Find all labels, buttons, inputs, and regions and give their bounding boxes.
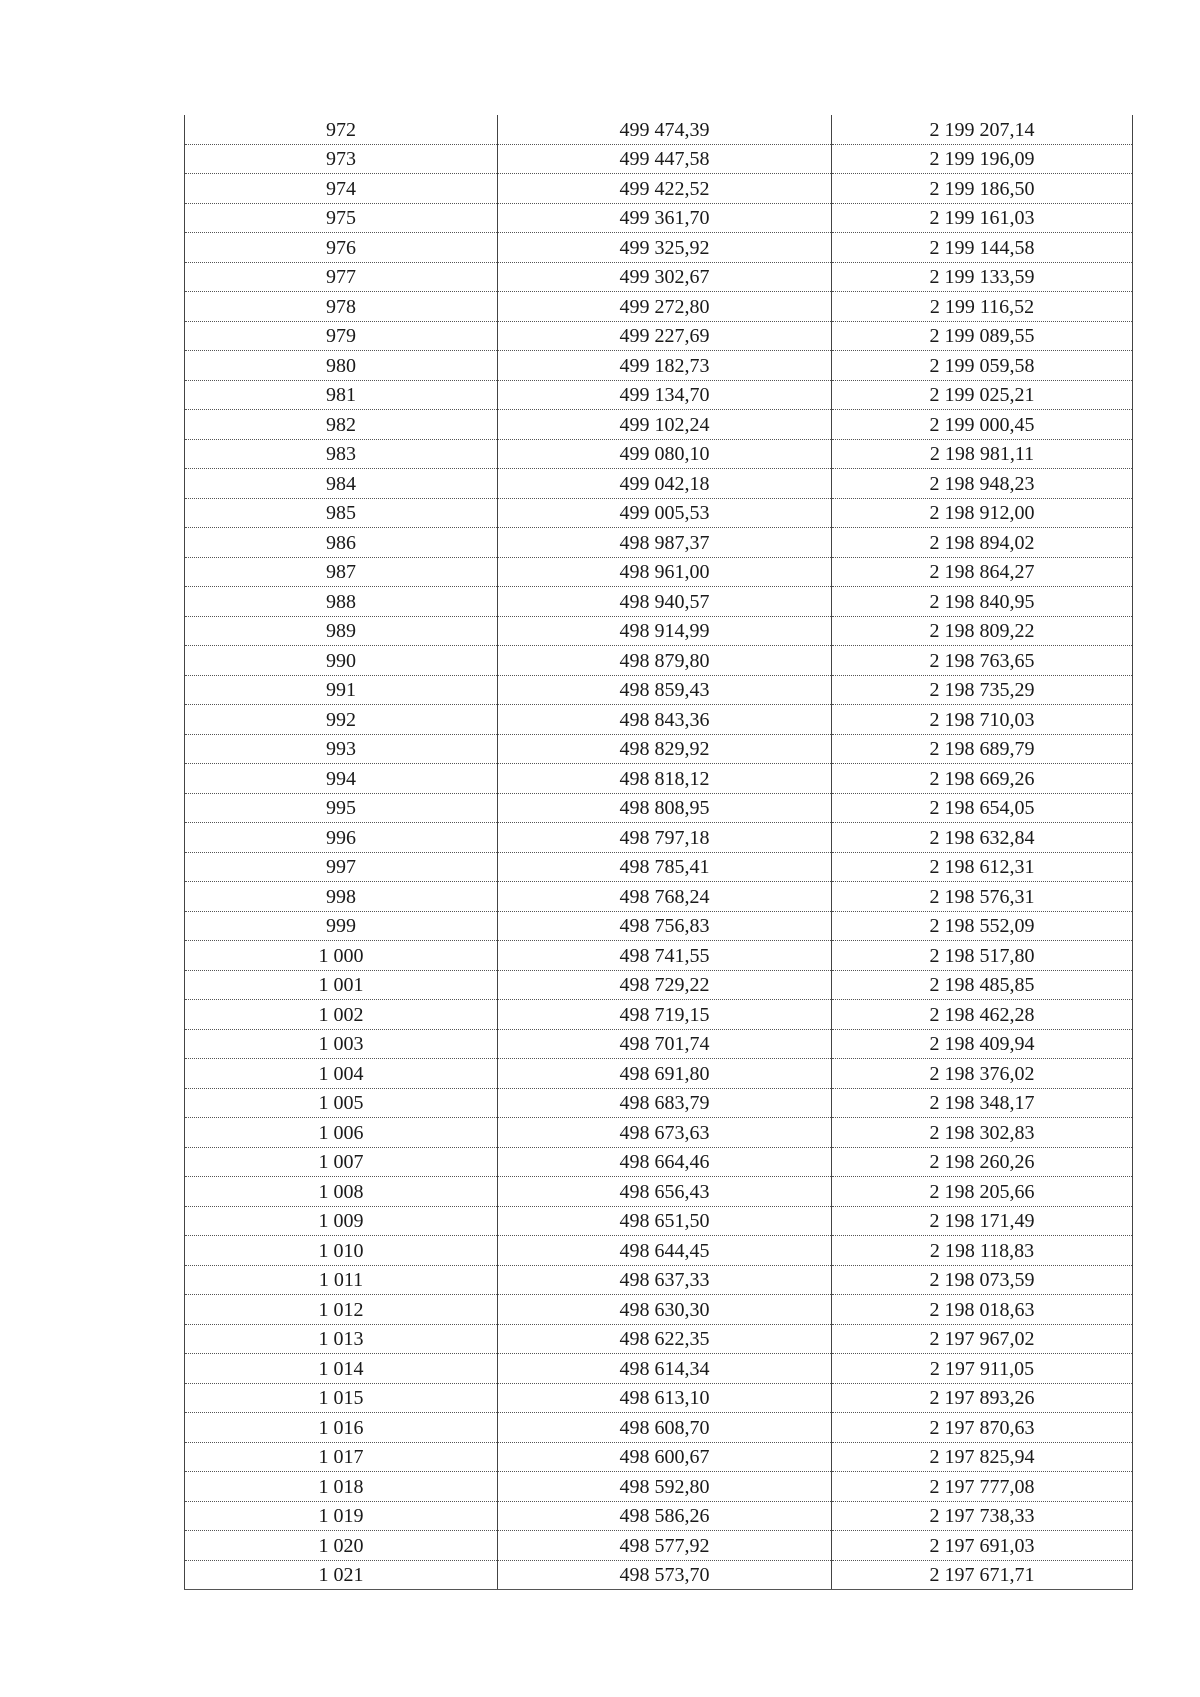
point-number-cell: 996 xyxy=(185,823,498,853)
table-row xyxy=(185,439,1133,469)
y-coordinate-cell: 2 198 409,94 xyxy=(832,1029,1133,1059)
y-coordinate-cell: 2 197 870,63 xyxy=(832,1413,1133,1443)
y-coordinate-cell: 2 198 669,26 xyxy=(832,764,1133,794)
point-number-cell: 978 xyxy=(185,292,498,322)
table-row xyxy=(185,1560,1133,1590)
table-row xyxy=(185,528,1133,558)
table-row xyxy=(185,911,1133,941)
table-row xyxy=(185,1265,1133,1295)
table-row xyxy=(185,1118,1133,1148)
point-number-cell: 1 020 xyxy=(185,1531,498,1561)
point-number-cell: 1 016 xyxy=(185,1413,498,1443)
x-coordinate-cell: 498 961,00 xyxy=(498,557,832,587)
table-row xyxy=(185,203,1133,233)
y-coordinate-cell: 2 197 691,03 xyxy=(832,1531,1133,1561)
point-number-cell: 987 xyxy=(185,557,498,587)
table-row xyxy=(185,705,1133,735)
y-coordinate-cell: 2 199 133,59 xyxy=(832,262,1133,292)
y-coordinate-cell: 2 199 186,50 xyxy=(832,174,1133,204)
table-row xyxy=(185,1413,1133,1443)
table-row xyxy=(185,734,1133,764)
point-number-cell: 1 017 xyxy=(185,1442,498,1472)
x-coordinate-cell: 499 042,18 xyxy=(498,469,832,499)
x-coordinate-cell: 499 361,70 xyxy=(498,203,832,233)
table-row xyxy=(185,1088,1133,1118)
y-coordinate-cell: 2 198 948,23 xyxy=(832,469,1133,499)
table-row xyxy=(185,115,1133,144)
point-number-cell: 1 001 xyxy=(185,970,498,1000)
x-coordinate-cell: 498 644,45 xyxy=(498,1236,832,1266)
x-coordinate-cell: 499 272,80 xyxy=(498,292,832,322)
point-number-cell: 983 xyxy=(185,439,498,469)
point-number-cell: 979 xyxy=(185,321,498,351)
y-coordinate-cell: 2 199 161,03 xyxy=(832,203,1133,233)
y-coordinate-cell: 2 199 116,52 xyxy=(832,292,1133,322)
x-coordinate-cell: 498 879,80 xyxy=(498,646,832,676)
y-coordinate-cell: 2 198 576,31 xyxy=(832,882,1133,912)
y-coordinate-cell: 2 199 196,09 xyxy=(832,144,1133,174)
table-row xyxy=(185,1354,1133,1384)
x-coordinate-cell: 498 630,30 xyxy=(498,1295,832,1325)
point-number-cell: 1 009 xyxy=(185,1206,498,1236)
table-row xyxy=(185,941,1133,971)
table-row xyxy=(185,587,1133,617)
y-coordinate-cell: 2 198 864,27 xyxy=(832,557,1133,587)
x-coordinate-cell: 498 768,24 xyxy=(498,882,832,912)
table-row xyxy=(185,1029,1133,1059)
table-row xyxy=(185,1531,1133,1561)
x-coordinate-cell: 498 797,18 xyxy=(498,823,832,853)
x-coordinate-cell: 498 637,33 xyxy=(498,1265,832,1295)
table-row xyxy=(185,1442,1133,1472)
table-row xyxy=(185,1236,1133,1266)
x-coordinate-cell: 498 586,26 xyxy=(498,1501,832,1531)
x-coordinate-cell: 498 613,10 xyxy=(498,1383,832,1413)
y-coordinate-cell: 2 198 485,85 xyxy=(832,970,1133,1000)
y-coordinate-cell: 2 198 612,31 xyxy=(832,852,1133,882)
point-number-cell: 1 008 xyxy=(185,1177,498,1207)
point-number-cell: 1 015 xyxy=(185,1383,498,1413)
point-number-cell: 985 xyxy=(185,498,498,528)
x-coordinate-cell: 499 447,58 xyxy=(498,144,832,174)
y-coordinate-cell: 2 198 710,03 xyxy=(832,705,1133,735)
table-row xyxy=(185,852,1133,882)
point-number-cell: 1 005 xyxy=(185,1088,498,1118)
point-number-cell: 1 007 xyxy=(185,1147,498,1177)
y-coordinate-cell: 2 199 144,58 xyxy=(832,233,1133,263)
table-row xyxy=(185,351,1133,381)
table-row xyxy=(185,1383,1133,1413)
y-coordinate-cell: 2 198 689,79 xyxy=(832,734,1133,764)
y-coordinate-cell: 2 198 171,49 xyxy=(832,1206,1133,1236)
table-row xyxy=(185,233,1133,263)
y-coordinate-cell: 2 199 000,45 xyxy=(832,410,1133,440)
x-coordinate-cell: 498 818,12 xyxy=(498,764,832,794)
y-coordinate-cell: 2 199 089,55 xyxy=(832,321,1133,351)
point-number-cell: 999 xyxy=(185,911,498,941)
table-row xyxy=(185,557,1133,587)
point-number-cell: 973 xyxy=(185,144,498,174)
x-coordinate-cell: 498 577,92 xyxy=(498,1531,832,1561)
table-row xyxy=(185,764,1133,794)
table-row xyxy=(185,1000,1133,1030)
x-coordinate-cell: 498 608,70 xyxy=(498,1413,832,1443)
x-coordinate-cell: 498 756,83 xyxy=(498,911,832,941)
table-row xyxy=(185,646,1133,676)
y-coordinate-cell: 2 198 302,83 xyxy=(832,1118,1133,1148)
y-coordinate-cell: 2 198 205,66 xyxy=(832,1177,1133,1207)
y-coordinate-cell: 2 198 763,65 xyxy=(832,646,1133,676)
point-number-cell: 995 xyxy=(185,793,498,823)
table-row xyxy=(185,793,1133,823)
y-coordinate-cell: 2 198 840,95 xyxy=(832,587,1133,617)
y-coordinate-cell: 2 198 260,26 xyxy=(832,1147,1133,1177)
x-coordinate-cell: 499 422,52 xyxy=(498,174,832,204)
point-number-cell: 1 013 xyxy=(185,1324,498,1354)
y-coordinate-cell: 2 197 911,05 xyxy=(832,1354,1133,1384)
y-coordinate-cell: 2 198 735,29 xyxy=(832,675,1133,705)
x-coordinate-cell: 499 325,92 xyxy=(498,233,832,263)
table-row xyxy=(185,292,1133,322)
y-coordinate-cell: 2 198 654,05 xyxy=(832,793,1133,823)
x-coordinate-cell: 499 302,67 xyxy=(498,262,832,292)
point-number-cell: 972 xyxy=(185,115,498,144)
y-coordinate-cell: 2 198 018,63 xyxy=(832,1295,1133,1325)
point-number-cell: 1 000 xyxy=(185,941,498,971)
point-number-cell: 1 003 xyxy=(185,1029,498,1059)
x-coordinate-cell: 498 573,70 xyxy=(498,1560,832,1590)
point-number-cell: 998 xyxy=(185,882,498,912)
y-coordinate-cell: 2 198 552,09 xyxy=(832,911,1133,941)
x-coordinate-cell: 498 600,67 xyxy=(498,1442,832,1472)
point-number-cell: 977 xyxy=(185,262,498,292)
x-coordinate-cell: 498 808,95 xyxy=(498,793,832,823)
x-coordinate-cell: 498 785,41 xyxy=(498,852,832,882)
table-row xyxy=(185,321,1133,351)
point-number-cell: 990 xyxy=(185,646,498,676)
x-coordinate-cell: 499 134,70 xyxy=(498,380,832,410)
y-coordinate-cell: 2 198 981,11 xyxy=(832,439,1133,469)
x-coordinate-cell: 499 227,69 xyxy=(498,321,832,351)
table-row xyxy=(185,1177,1133,1207)
x-coordinate-cell: 498 914,99 xyxy=(498,616,832,646)
point-number-cell: 989 xyxy=(185,616,498,646)
x-coordinate-cell: 499 080,10 xyxy=(498,439,832,469)
table-row xyxy=(185,1472,1133,1502)
point-number-cell: 988 xyxy=(185,587,498,617)
x-coordinate-cell: 498 673,63 xyxy=(498,1118,832,1148)
table-row xyxy=(185,262,1133,292)
table-row xyxy=(185,380,1133,410)
point-number-cell: 1 012 xyxy=(185,1295,498,1325)
x-coordinate-cell: 498 843,36 xyxy=(498,705,832,735)
x-coordinate-cell: 498 614,34 xyxy=(498,1354,832,1384)
y-coordinate-cell: 2 199 059,58 xyxy=(832,351,1133,381)
point-number-cell: 997 xyxy=(185,852,498,882)
table-row xyxy=(185,882,1133,912)
y-coordinate-cell: 2 198 809,22 xyxy=(832,616,1133,646)
coordinates-table-body xyxy=(185,115,1133,1590)
x-coordinate-cell: 498 859,43 xyxy=(498,675,832,705)
x-coordinate-cell: 498 664,46 xyxy=(498,1147,832,1177)
table-row xyxy=(185,1206,1133,1236)
y-coordinate-cell: 2 198 912,00 xyxy=(832,498,1133,528)
y-coordinate-cell: 2 198 348,17 xyxy=(832,1088,1133,1118)
x-coordinate-cell: 498 656,43 xyxy=(498,1177,832,1207)
y-coordinate-cell: 2 198 632,84 xyxy=(832,823,1133,853)
table-row xyxy=(185,410,1133,440)
table-row xyxy=(185,616,1133,646)
x-coordinate-cell: 498 729,22 xyxy=(498,970,832,1000)
x-coordinate-cell: 498 592,80 xyxy=(498,1472,832,1502)
x-coordinate-cell: 498 683,79 xyxy=(498,1088,832,1118)
y-coordinate-cell: 2 198 462,28 xyxy=(832,1000,1133,1030)
table-row xyxy=(185,1059,1133,1089)
point-number-cell: 980 xyxy=(185,351,498,381)
y-coordinate-cell: 2 197 671,71 xyxy=(832,1560,1133,1590)
point-number-cell: 1 021 xyxy=(185,1560,498,1590)
x-coordinate-cell: 498 651,50 xyxy=(498,1206,832,1236)
coordinates-table xyxy=(184,115,1133,1590)
point-number-cell: 1 002 xyxy=(185,1000,498,1030)
y-coordinate-cell: 2 199 025,21 xyxy=(832,380,1133,410)
x-coordinate-cell: 498 719,15 xyxy=(498,1000,832,1030)
table-row xyxy=(185,823,1133,853)
x-coordinate-cell: 498 691,80 xyxy=(498,1059,832,1089)
y-coordinate-cell: 2 197 893,26 xyxy=(832,1383,1133,1413)
point-number-cell: 992 xyxy=(185,705,498,735)
table-row xyxy=(185,144,1133,174)
table-row xyxy=(185,675,1133,705)
x-coordinate-cell: 498 940,57 xyxy=(498,587,832,617)
x-coordinate-cell: 499 182,73 xyxy=(498,351,832,381)
x-coordinate-cell: 499 474,39 xyxy=(498,115,832,144)
table-row xyxy=(185,174,1133,204)
y-coordinate-cell: 2 197 967,02 xyxy=(832,1324,1133,1354)
y-coordinate-cell: 2 198 376,02 xyxy=(832,1059,1133,1089)
point-number-cell: 993 xyxy=(185,734,498,764)
point-number-cell: 1 011 xyxy=(185,1265,498,1295)
table-row xyxy=(185,970,1133,1000)
y-coordinate-cell: 2 198 894,02 xyxy=(832,528,1133,558)
point-number-cell: 994 xyxy=(185,764,498,794)
x-coordinate-cell: 498 829,92 xyxy=(498,734,832,764)
point-number-cell: 1 006 xyxy=(185,1118,498,1148)
point-number-cell: 986 xyxy=(185,528,498,558)
x-coordinate-cell: 499 102,24 xyxy=(498,410,832,440)
table-row xyxy=(185,1324,1133,1354)
x-coordinate-cell: 498 741,55 xyxy=(498,941,832,971)
point-number-cell: 981 xyxy=(185,380,498,410)
point-number-cell: 982 xyxy=(185,410,498,440)
x-coordinate-cell: 499 005,53 xyxy=(498,498,832,528)
point-number-cell: 1 014 xyxy=(185,1354,498,1384)
table-row xyxy=(185,1501,1133,1531)
table-row xyxy=(185,1295,1133,1325)
point-number-cell: 1 010 xyxy=(185,1236,498,1266)
x-coordinate-cell: 498 987,37 xyxy=(498,528,832,558)
point-number-cell: 976 xyxy=(185,233,498,263)
point-number-cell: 975 xyxy=(185,203,498,233)
table-row xyxy=(185,498,1133,528)
y-coordinate-cell: 2 197 738,33 xyxy=(832,1501,1133,1531)
table-row xyxy=(185,469,1133,499)
x-coordinate-cell: 498 701,74 xyxy=(498,1029,832,1059)
table-row xyxy=(185,1147,1133,1177)
point-number-cell: 1 019 xyxy=(185,1501,498,1531)
y-coordinate-cell: 2 199 207,14 xyxy=(832,115,1133,144)
point-number-cell: 1 018 xyxy=(185,1472,498,1502)
y-coordinate-cell: 2 198 073,59 xyxy=(832,1265,1133,1295)
point-number-cell: 991 xyxy=(185,675,498,705)
point-number-cell: 1 004 xyxy=(185,1059,498,1089)
x-coordinate-cell: 498 622,35 xyxy=(498,1324,832,1354)
y-coordinate-cell: 2 198 118,83 xyxy=(832,1236,1133,1266)
y-coordinate-cell: 2 197 825,94 xyxy=(832,1442,1133,1472)
point-number-cell: 974 xyxy=(185,174,498,204)
y-coordinate-cell: 2 198 517,80 xyxy=(832,941,1133,971)
point-number-cell: 984 xyxy=(185,469,498,499)
y-coordinate-cell: 2 197 777,08 xyxy=(832,1472,1133,1502)
